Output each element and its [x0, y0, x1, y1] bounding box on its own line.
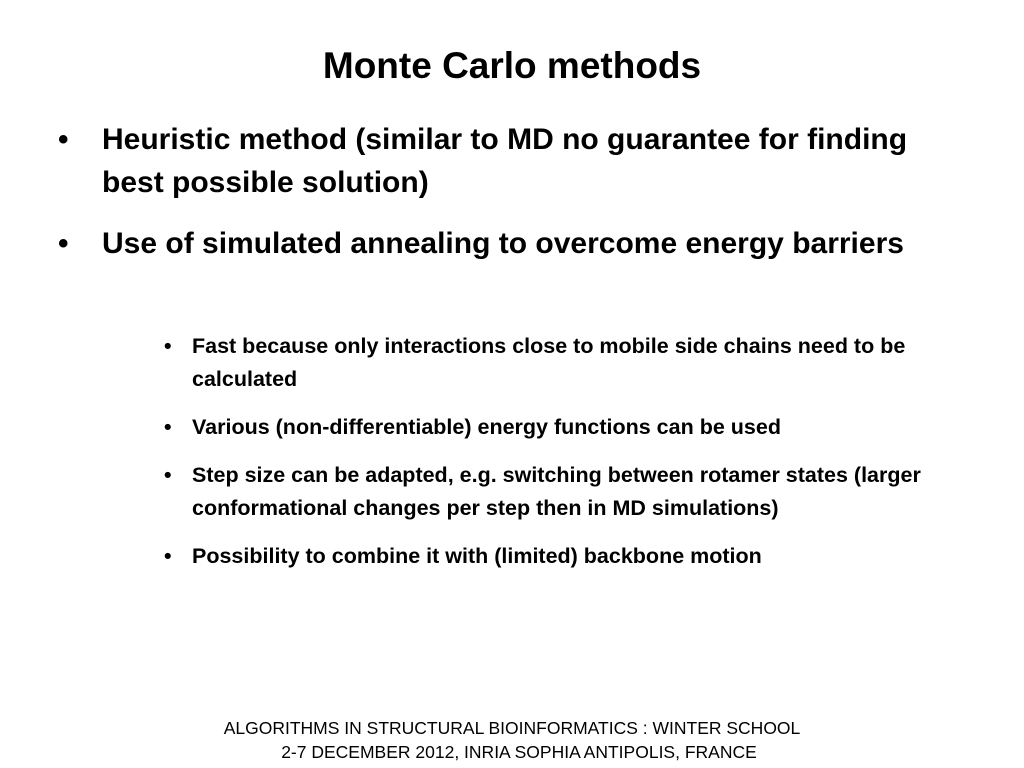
- sub-bullet-list: [164, 330, 944, 588]
- sub-bullet-text: Fast because only interactions close to mobile side chains need to be calculated: [192, 334, 906, 391]
- bullet-icon: •: [164, 334, 172, 358]
- bullet-icon: •: [58, 123, 69, 156]
- bullet-icon: •: [164, 463, 172, 487]
- slide-title: Monte Carlo methods: [322, 45, 702, 86]
- sub-bullet-text: Various (non-differentiable) energy functions can be used: [192, 415, 781, 439]
- bullet-icon: •: [164, 544, 172, 568]
- sub-bullet-text: Step size can be adapted, e.g. switching between rotamer states (larger conformational changes per step then in MD simulations): [192, 463, 921, 520]
- bullet-icon: •: [164, 415, 172, 439]
- main-bullet-text: Heuristic method (similar to MD no guarantee for finding best possible solution): [102, 123, 908, 199]
- bullet-icon: •: [58, 227, 69, 260]
- sub-bullet-item: [164, 540, 944, 573]
- main-bullet-item: [58, 118, 938, 204]
- sub-bullet-text: Possibility to combine it with (limited) backbone motion: [192, 544, 762, 568]
- slide-footer: [0, 716, 1024, 764]
- footer-line-1: ALGORITHMS IN STRUCTURAL BIOINFORMATICS : WINTER SCHOOL: [223, 718, 801, 738]
- sub-bullet-item: [164, 459, 944, 525]
- main-bullet-item: [58, 222, 938, 265]
- main-bullet-list: [58, 118, 938, 283]
- sub-bullet-item: [164, 330, 944, 396]
- sub-bullet-item: [164, 411, 944, 444]
- footer-line-2: 2-7 DECEMBER 2012, INRIA SOPHIA ANTIPOLIS, FRANCE: [281, 742, 757, 762]
- main-bullet-text: Use of simulated annealing to overcome energy barriers: [102, 227, 904, 260]
